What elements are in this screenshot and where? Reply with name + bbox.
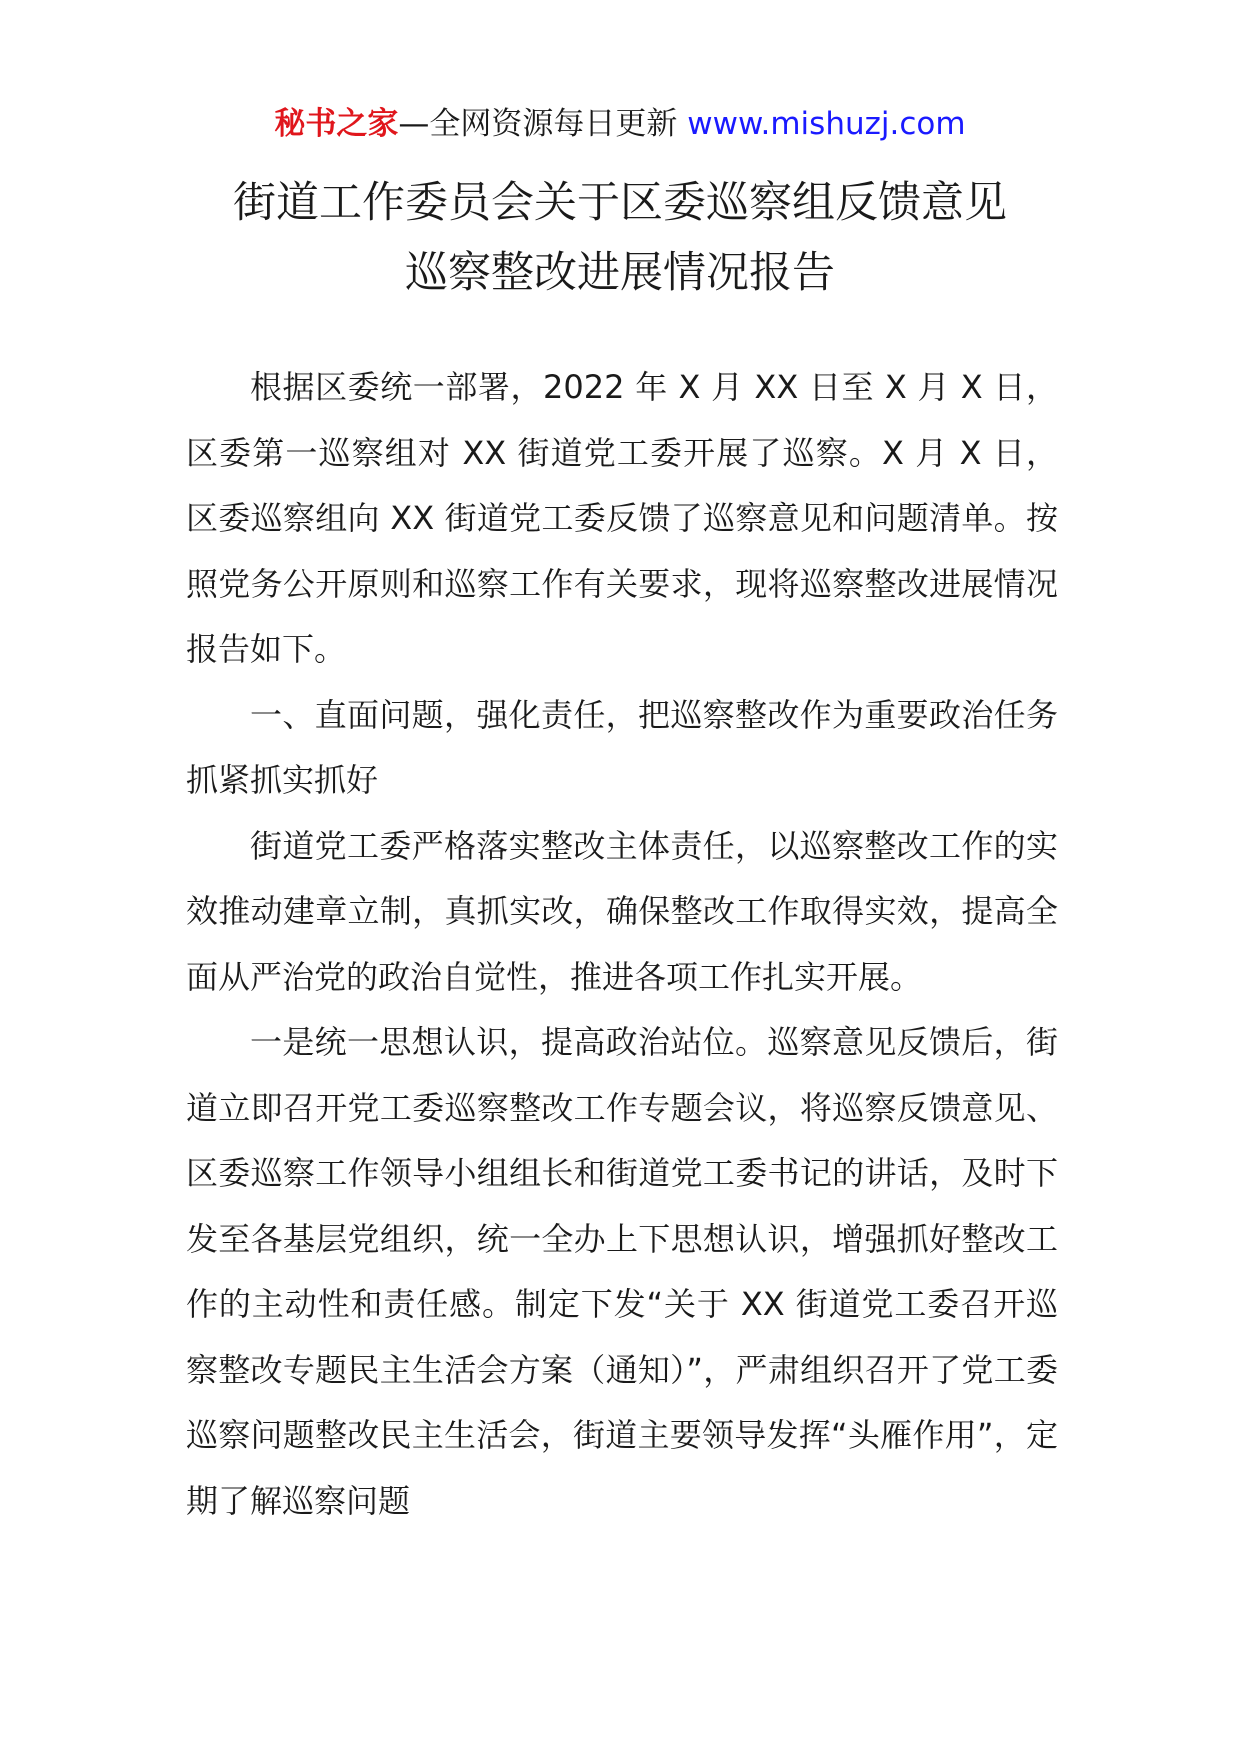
brand-name: 秘书之家 [274,106,399,142]
document-title-line-2: 巡察整改进展情况报告 [405,248,835,298]
document-title [0,168,1240,308]
site-banner [0,104,1240,144]
site-url-link[interactable]: www.mishuzj.com [687,106,966,142]
document-title-line-1: 街道工作委员会关于区委巡察组反馈意见 [233,178,1007,228]
banner-tagline: —全网资源每日更新 [398,106,688,142]
document-body [186,355,1058,1534]
section-heading-1: 一、直面问题，强化责任，把巡察整改作为重要政治任务抓紧抓实抓好 [186,695,1058,799]
paragraph-section-1-summary: 街道党工委严格落实整改主体责任，以巡察整改工作的实效推动建章立制，真抓实改，确保整改工作取得实效，提高全面从严治党的政治自觉性，推进各项工作扎实开展。 [186,826,1058,996]
paragraph-intro: 根据区委统一部署，2022 年 X 月 XX 日至 X 月 X 日，区委第一巡察组对 XX 街道党工委开展了巡察。X 月 X 日，区委巡察组向 XX 街道党工委反馈了巡察意见和问题清单。按照党务公开原则和巡察工作有关要求，现将巡察整改进展情况报告如下。 [186,368,1058,668]
paragraph-point-1: 一是统一思想认识，提高政治站位。巡察意见反馈后，街道立即召开党工委巡察整改工作专题会议，将巡察反馈意见、区委巡察工作领导小组组长和街道党工委书记的讲话，及时下发至各基层党组织，统一全办上下思想认识，增强抓好整改工作的主动性和责任感。制定下发“关于 XX 街道党工委召开巡察整改专题民主生活会方案（通知）”，严肃组织召开了党工委巡察问题整改民主生活会，街道主要领导发挥“头雁作用”，定期了解巡察问题 [186,1023,1058,1520]
